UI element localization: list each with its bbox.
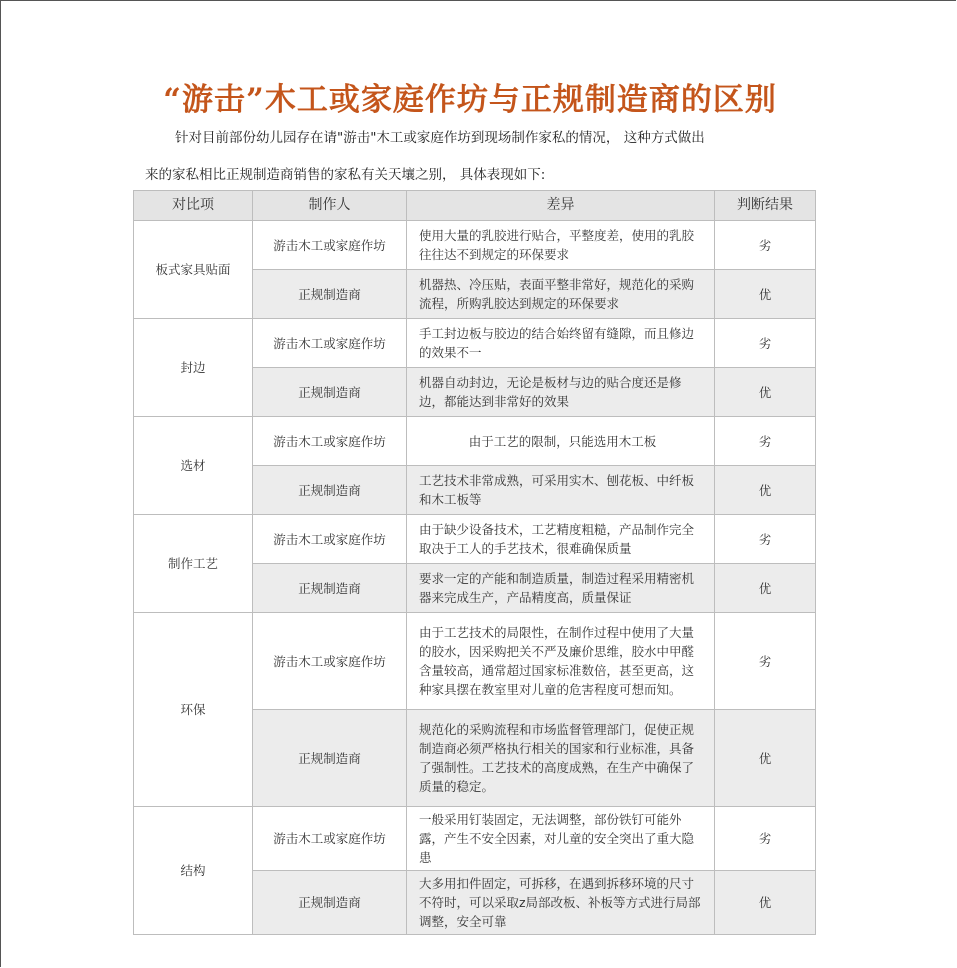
table-row — [134, 515, 816, 564]
maker-cell: 游击木工或家庭作坊 — [253, 319, 407, 368]
maker-cell: 游击木工或家庭作坊 — [253, 613, 407, 710]
result-cell: 劣 — [715, 417, 816, 466]
maker-cell: 游击木工或家庭作坊 — [253, 221, 407, 270]
maker-cell: 正规制造商 — [253, 564, 407, 613]
maker-cell: 正规制造商 — [253, 710, 407, 807]
table-row — [134, 417, 816, 466]
difference-cell: 由于工艺技术的局限性，在制作过程中使用了大量的胶水，因采购把关不严及廉价思维，胶水中甲醛含量较高，通常超过国家标准数倍，甚至更高，这种家具摆在教室里对儿童的危害程度可想而知。 — [407, 613, 715, 710]
header-maker: 制作人 — [253, 191, 407, 221]
intro-line-2: 来的家私相比正规制造商销售的家私有关天壤之别， 具体表现如下: — [145, 167, 546, 183]
result-cell: 劣 — [715, 613, 816, 710]
difference-cell: 规范化的采购流程和市场监督管理部门，促使正规制造商必须严格执行相关的国家和行业标准，具备了强制性。工艺技术的高度成熟，在生产中确保了质量的稳定。 — [407, 710, 715, 807]
difference-cell: 机器热、冷压贴，表面平整非常好，规范化的采购流程，所购乳胶达到规定的环保要求 — [407, 270, 715, 319]
maker-cell: 正规制造商 — [253, 368, 407, 417]
table-row — [134, 319, 816, 368]
result-cell: 劣 — [715, 807, 816, 871]
comparison-item: 制作工艺 — [134, 515, 253, 613]
intro-line-1: 针对目前部份幼儿园存在请"游击"木工或家庭作坊到现场制作家私的情况， 这种方式做出 — [175, 130, 705, 146]
header-item: 对比项 — [134, 191, 253, 221]
maker-cell: 游击木工或家庭作坊 — [253, 515, 407, 564]
result-cell: 劣 — [715, 515, 816, 564]
maker-cell: 游击木工或家庭作坊 — [253, 807, 407, 871]
maker-cell: 正规制造商 — [253, 466, 407, 515]
maker-cell: 正规制造商 — [253, 871, 407, 935]
header-result: 判断结果 — [715, 191, 816, 221]
table-row — [134, 807, 816, 871]
maker-cell: 正规制造商 — [253, 270, 407, 319]
comparison-item: 封边 — [134, 319, 253, 417]
result-cell: 优 — [715, 466, 816, 515]
difference-cell: 大多用扣件固定，可拆移，在遇到拆移环境的尺寸不符时，可以采取z局部改板、补板等方式进行局部调整，安全可靠 — [407, 871, 715, 935]
result-cell: 优 — [715, 368, 816, 417]
comparison-table — [133, 190, 816, 935]
comparison-item: 环保 — [134, 613, 253, 807]
result-cell: 优 — [715, 710, 816, 807]
difference-cell: 一般采用钉装固定，无法调整，部份铁钉可能外露，产生不安全因素，对儿童的安全突出了重大隐患 — [407, 807, 715, 871]
result-cell: 劣 — [715, 319, 816, 368]
difference-cell: 工艺技术非常成熟，可采用实木、刨花板、中纤板和木工板等 — [407, 466, 715, 515]
comparison-item: 结构 — [134, 807, 253, 935]
page-title: “游击”木工或家庭作坊与正规制造商的区别 — [163, 82, 777, 118]
difference-cell: 手工封边板与胶边的结合始终留有缝隙，而且修边的效果不一 — [407, 319, 715, 368]
result-cell: 优 — [715, 871, 816, 935]
difference-cell: 由于工艺的限制，只能选用木工板 — [407, 417, 715, 466]
maker-cell: 游击木工或家庭作坊 — [253, 417, 407, 466]
comparison-item: 选材 — [134, 417, 253, 515]
table-row — [134, 613, 816, 710]
difference-cell: 要求一定的产能和制造质量，制造过程采用精密机器来完成生产，产品精度高，质量保证 — [407, 564, 715, 613]
result-cell: 劣 — [715, 221, 816, 270]
table-header-row — [134, 191, 816, 221]
header-diff: 差异 — [407, 191, 715, 221]
difference-cell: 机器自动封边，无论是板材与边的贴合度还是修边，都能达到非常好的效果 — [407, 368, 715, 417]
result-cell: 优 — [715, 564, 816, 613]
comparison-item: 板式家具贴面 — [134, 221, 253, 319]
difference-cell: 使用大量的乳胶进行贴合，平整度差，使用的乳胶往往达不到规定的环保要求 — [407, 221, 715, 270]
difference-cell: 由于缺少设备技术，工艺精度粗糙，产品制作完全取决于工人的手艺技术，很难确保质量 — [407, 515, 715, 564]
table-row — [134, 221, 816, 270]
result-cell: 优 — [715, 270, 816, 319]
